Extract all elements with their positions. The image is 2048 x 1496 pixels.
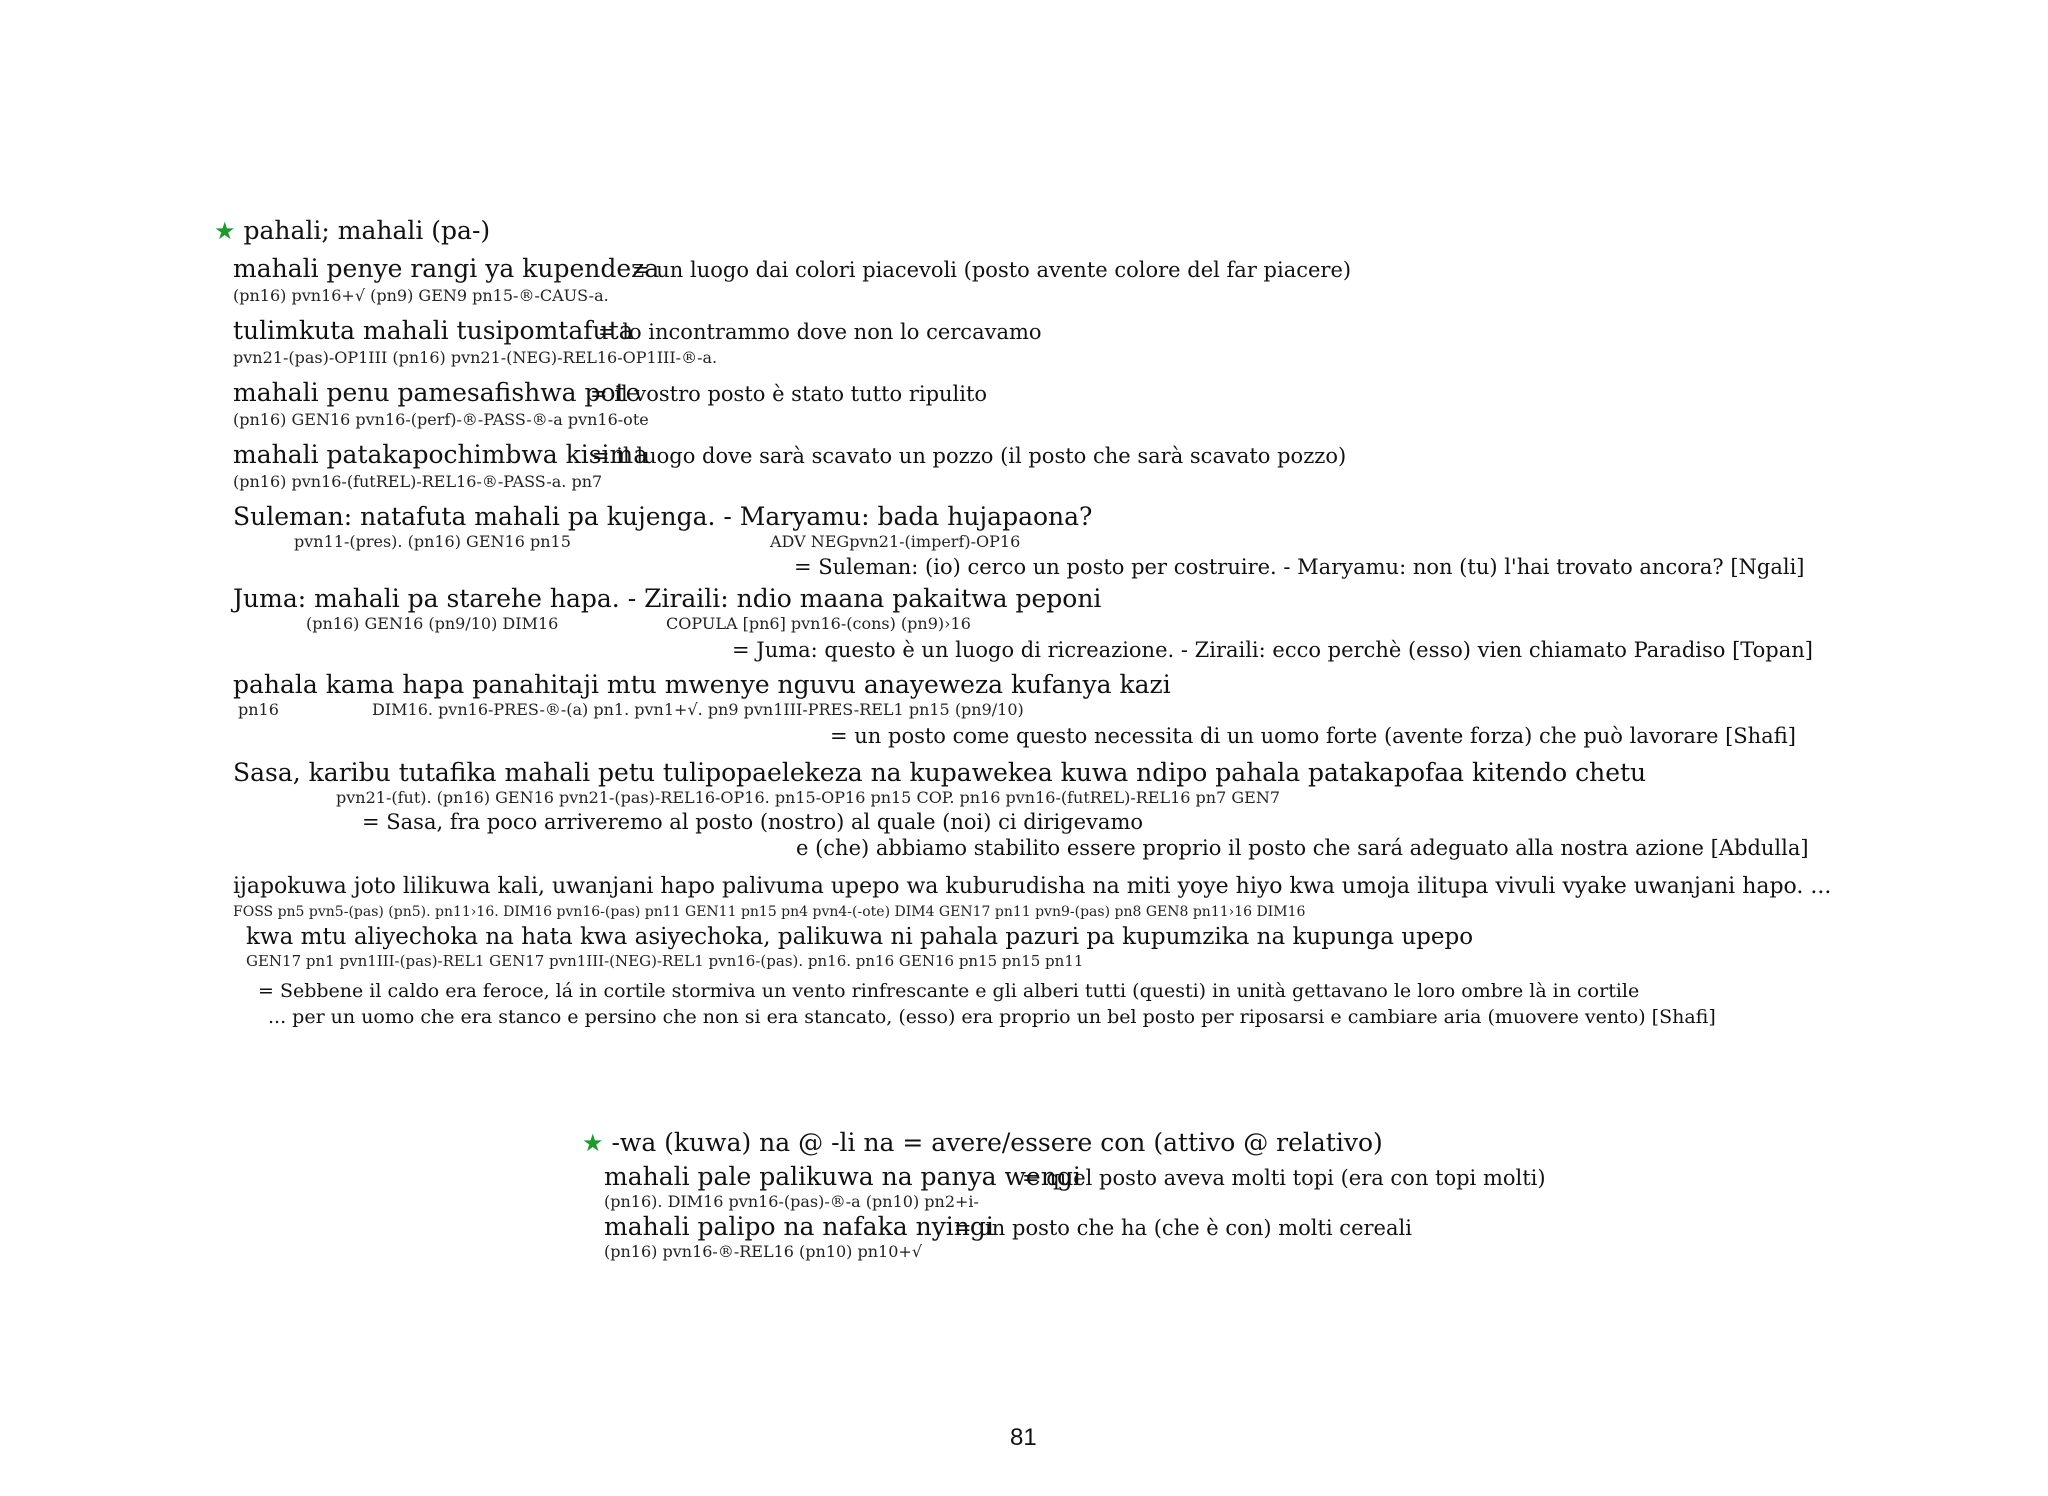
example-swahili: kwa mtu aliyechoka na hata kwa asiyechoka, palikuwa ni pahala pazuri pa kupumzika na kupunga upepo (246, 924, 1474, 950)
example-gloss: pvn21-(fut). (pn16) GEN16 pvn21-(pas)-REL16-OP16. pn15-OP16 pn15 COP. pn16 pvn16-(futREL)-REL16 pn7 GEN7 (336, 788, 1280, 807)
example-translation: = Sebbene il caldo era feroce, lá in cortile stormiva un vento rinfrescante e gli alberi tutti (questi) in unità gettavano le loro ombre là in cortile (258, 980, 1640, 1002)
example-translation: = quel posto aveva molti topi (era con topi molti) (1022, 1166, 1546, 1190)
example-gloss: (pn16) GEN16 pvn16-(perf)-®-PASS-®-a pvn16-ote (233, 410, 649, 429)
example-swahili: mahali patakapochimbwa kisima (233, 440, 649, 469)
example-gloss: COPULA [pn6] pvn16-(cons) (pn9)›16 (666, 614, 971, 633)
example-swahili: tulimkuta mahali tusipomtafuta (233, 316, 634, 345)
section-header (214, 216, 490, 245)
section-title: -wa (kuwa) na @ -li na = avere/essere con (attivo @ relativo) (611, 1128, 1383, 1157)
example-gloss: (pn16). DIM16 pvn16-(pas)-®-a (pn10) pn2+i- (604, 1192, 979, 1211)
section-header (582, 1128, 1383, 1157)
example-swahili: Suleman: natafuta mahali pa kujenga. - Maryamu: bada hujapaona? (233, 502, 1093, 531)
example-swahili: ijapokuwa joto lilikuwa kali, uwanjani hapo palivuma upepo wa kuburudisha na miti yoye hiyo kwa umoja ilitupa vivuli vyake uwanjani hapo. ... (233, 874, 1832, 899)
example-swahili: mahali palipo na nafaka nyingi (604, 1212, 994, 1241)
example-swahili: Juma: mahali pa starehe hapa. - Ziraili: ndio maana pakaitwa peponi (233, 584, 1102, 613)
example-gloss: pvn11-(pres). (pn16) GEN16 pn15 (294, 532, 571, 551)
example-translation: = un posto come questo necessita di un uomo forte (avente forza) che può lavorare [Shafi] (830, 724, 1796, 748)
example-gloss: (pn16) pvn16+√ (pn9) GEN9 pn15-®-CAUS-a. (233, 286, 609, 305)
example-translation: = Sasa, fra poco arriveremo al posto (nostro) al quale (noi) ci dirigevamo (362, 810, 1143, 834)
example-gloss: DIM16. pvn16-PRES-®-(a) pn1. pvn1+√. pn9 pvn1III-PRES-REL1 pn15 (pn9/10) (372, 700, 1024, 719)
example-gloss: FOSS pn5 pvn5-(pas) (pn5). pn11›16. DIM16 pvn16-(pas) pn11 GEN11 pn15 pn4 pvn4-(-ote) DIM4 GEN17 pn11 pvn9-(pas) pn8 GEN8 pn11›16 DIM16 (233, 904, 1306, 920)
example-translation: = Juma: questo è un luogo di ricreazione. - Ziraili: ecco perchè (esso) vien chiamato Paradiso [Topan] (732, 638, 1813, 662)
example-swahili: mahali penu pamesafishwa pote (233, 378, 641, 407)
example-translation: ... per un uomo che era stanco e persino che non si era stancato, (esso) era proprio un bel posto per riposarsi e cambiare aria (muovere vento) [Shafi] (268, 1006, 1716, 1028)
example-translation: = il luogo dove sarà scavato un pozzo (il posto che sarà scavato pozzo) (592, 444, 1347, 468)
example-swahili: mahali pale palikuwa na panya wengi (604, 1162, 1081, 1191)
example-gloss: (pn16) pvn16-®-REL16 (pn10) pn10+√ (604, 1242, 923, 1261)
example-gloss: (pn16) GEN16 (pn9/10) DIM16 (306, 614, 559, 633)
example-gloss: pn16 (238, 700, 279, 719)
example-translation: = lo incontrammo dove non lo cercavamo (598, 320, 1042, 344)
example-gloss: pvn21-(pas)-OP1III (pn16) pvn21-(NEG)-REL16-OP1III-®-a. (233, 348, 718, 367)
page-number: 81 (1010, 1424, 1037, 1451)
example-translation: = un luogo dai colori piacevoli (posto avente colore del far piacere) (632, 258, 1352, 282)
example-swahili: mahali penye rangi ya kupendeza (233, 254, 660, 283)
example-gloss: ADV NEGpvn21-(imperf)-OP16 (770, 532, 1021, 551)
example-gloss: GEN17 pn1 pvn1III-(pas)-REL1 GEN17 pvn1III-(NEG)-REL1 pvn16-(pas). pn16. pn16 GEN16 pn15 pn15 pn11 (246, 952, 1084, 970)
example-swahili: pahala kama hapa panahitaji mtu mwenye nguvu anayeweza kufanya kazi (233, 670, 1171, 699)
example-swahili: Sasa, karibu tutafika mahali petu tulipopaelekeza na kupawekea kuwa ndipo pahala patakapofaa kitendo chetu (233, 758, 1647, 787)
section-title: pahali; mahali (pa-) (243, 216, 491, 245)
example-translation: = Suleman: (io) cerco un posto per costruire. - Maryamu: non (tu) l'hai trovato ancora? [Ngali] (794, 555, 1805, 579)
example-translation: e (che) abbiamo stabilito essere proprio il posto che sará adeguato alla nostra azione [Abdulla] (796, 836, 1809, 860)
star-icon: ★ (214, 217, 236, 245)
example-gloss: (pn16) pvn16-(futREL)-REL16-®-PASS-a. pn7 (233, 472, 603, 491)
star-icon: ★ (582, 1129, 604, 1157)
example-translation: = il vostro posto è stato tutto ripulito (590, 382, 988, 406)
example-translation: = un posto che ha (che è con) molti cereali (954, 1216, 1412, 1240)
